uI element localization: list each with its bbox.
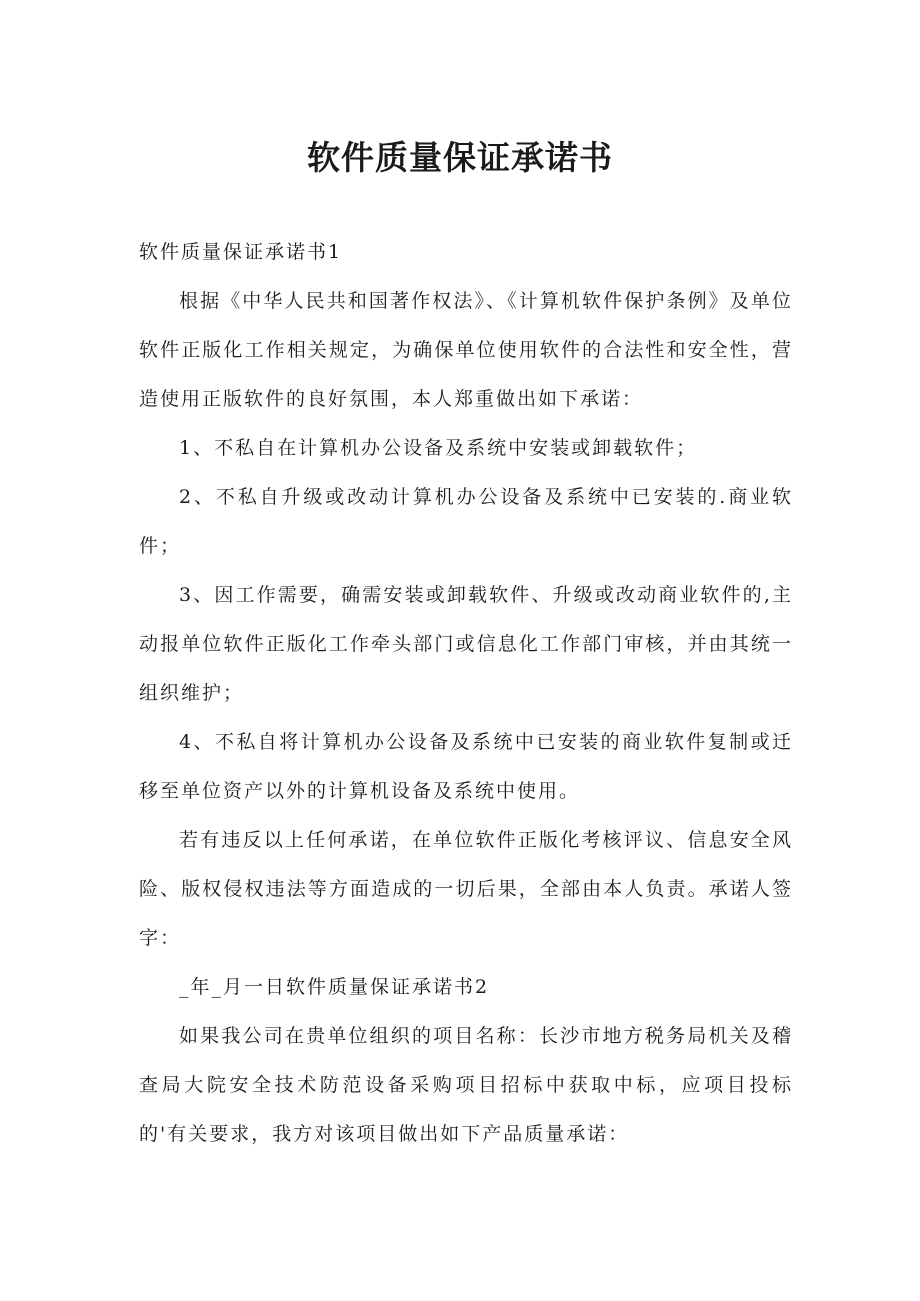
document-title: 软件质量保证承诺书 bbox=[307, 138, 613, 177]
paragraph-item-3: 3、因工作需要，确需安装或卸载软件、升级或改动商业软件的,主动报单位软件正版化工作牵头部门或信息化工作部门审核，并由其统一组织维护； bbox=[139, 584, 793, 704]
paragraph-date-heading: _年_月一日软件质量保证承诺书2 bbox=[179, 976, 490, 998]
paragraph-liability: 若有违反以上任何承诺，在单位软件正版化考核评议、信息安全风险、版权侵权违法等方面造成的一切后果，全部由本人负责。承诺人签字： bbox=[139, 829, 793, 949]
paragraph-intro: 根据《中华人民共和国著作权法》、《计算机软件保护条例》及单位软件正版化工作相关规定，为确保单位使用软件的合法性和安全性，营造使用正版软件的良好氛围，本人郑重做出如下承诺： bbox=[139, 290, 793, 410]
paragraph-item-4: 4、不私自将计算机办公设备及系统中已安装的商业软件复制或迁移至单位资产以外的计算机设备及系统中使用。 bbox=[139, 731, 793, 802]
paragraph-item-2: 2、不私自升级或改动计算机办公设备及系统中已安装的.商业软件； bbox=[139, 486, 793, 557]
paragraph-item-1: 1、不私自在计算机办公设备及系统中安装或卸载软件； bbox=[179, 437, 698, 459]
document-body bbox=[139, 228, 793, 1159]
paragraph-project: 如果我公司在贵单位组织的项目名称：长沙市地方税务局机关及稽查局大院安全技术防范设备采购项目招标中获取中标，应项目投标的'有关要求，我方对该项目做出如下产品质量承诺： bbox=[139, 1025, 793, 1145]
section-heading: 软件质量保证承诺书1 bbox=[139, 241, 343, 263]
